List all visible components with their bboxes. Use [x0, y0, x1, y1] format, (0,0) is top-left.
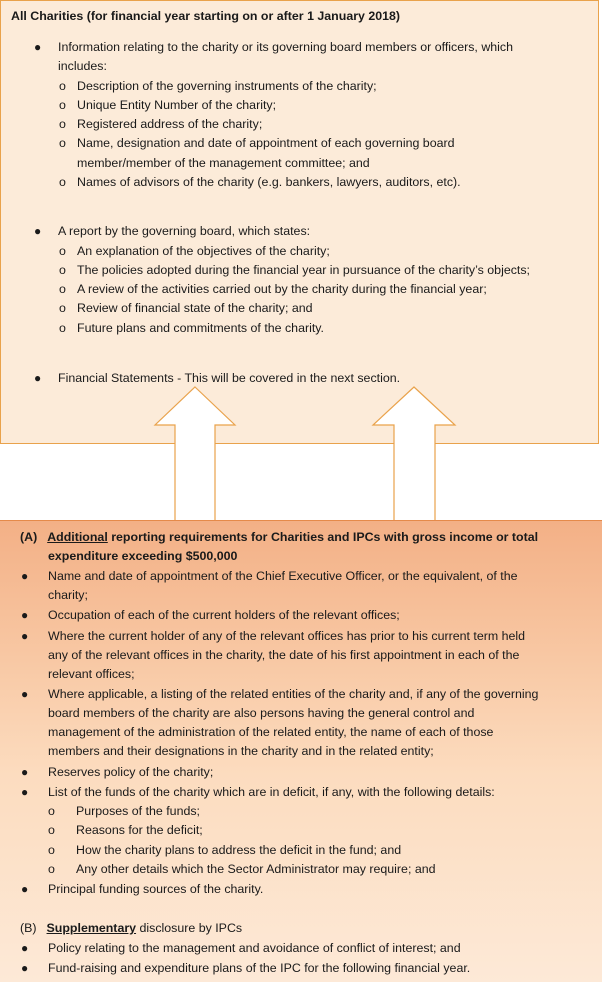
bullet-icon: ●: [21, 569, 29, 583]
bullet-icon: ●: [34, 224, 42, 238]
section-b-heading: (B) Supplementary disclosure by IPCs: [20, 921, 243, 935]
section-a-heading: (A) Additional reporting requirements for Charities and IPCs with gross income or total: [20, 530, 539, 544]
bullet-icon: ●: [21, 882, 29, 896]
section-a-heading-cont: expenditure exceeding $500,000: [48, 549, 238, 563]
circle-bullet-icon: o: [59, 244, 66, 258]
circle-bullet-icon: o: [48, 862, 55, 876]
circle-bullet-icon: o: [59, 136, 66, 150]
circle-bullet-icon: o: [59, 175, 66, 189]
bullet-icon: ●: [21, 765, 29, 779]
circle-bullet-icon: o: [59, 98, 66, 112]
circle-bullet-icon: o: [48, 823, 55, 837]
bullet-icon: ●: [21, 941, 29, 955]
up-arrow-right-icon: [373, 387, 455, 540]
circle-bullet-icon: o: [48, 804, 55, 818]
all-charities-box: All Charities (for financial year starting on or after 1 January 2018) ● Information relating to the charity or its governing board members or officers, which includes: o Description of the governing instruments of the charity; o Unique Entity Number of the charity; o Registered address of the charity; o Name, designation and date of appointment of each governing board member/member of the management committee; and o Names of advisors of the charity (e.g. bankers, lawyers, auditors, etc). ● A report by the governing board, which states: o An explanation of the objectives of the charity; o The policies adopted during the financial year in pursuance of the charity’s objects; o A review of the activities carried out by the charity during the financial year; o Review of financial state of the charity; and o Future plans and commitments of the charity. ● Financial Statements - This will be covered in the next section.: [0, 0, 599, 444]
circle-bullet-icon: o: [59, 79, 66, 93]
bullet-icon: ●: [21, 785, 29, 799]
circle-bullet-icon: o: [59, 282, 66, 296]
circle-bullet-icon: o: [48, 843, 55, 857]
up-arrows: [0, 380, 602, 540]
bullet-icon: ●: [21, 687, 29, 701]
bullet-icon: ●: [21, 608, 29, 622]
bullet-icon: ●: [34, 40, 42, 54]
bullet-icon: ●: [21, 629, 29, 643]
circle-bullet-icon: o: [59, 301, 66, 315]
circle-bullet-icon: o: [59, 321, 66, 335]
circle-bullet-icon: o: [59, 263, 66, 277]
additional-requirements-box: (A) Additional reporting requirements for Charities and IPCs with gross income or total expenditure exceeding $500,000 ● Name and date of appointment of the Chief Executive Officer, or the equivalent, of the charity; ● Occupation of each of the current holders of the relevant offices; ● Where the current holder of any of the relevant offices has prior to his current term held any of the relevant offices in the charity, the date of his first appointment in each of the relevant offices; ● Where applicable, a listing of the related entities of the charity and, if any of the governing board members of the charity are also persons having the general control and management of the administration of the related entity, the name of each of those members and their designations in the charity and in the related entity; ● Reserves policy of the charity; ● List of the funds of the charity which are in deficit, if any, with the following details: o Purposes of the funds; o Reasons for the deficit; o How the charity plans to address the deficit in the fund; and o Any other details which the Sector Administrator may require; and ● Principal funding sources of the charity. (B) Supplementary disclosure by IPCs ● Policy relating to the management and avoidance of conflict of interest; and ● Fund-raising and expenditure plans of the IPC for the following financial year.: [0, 520, 602, 982]
up-arrow-left-icon: [155, 387, 235, 540]
bullet-icon: ●: [21, 961, 29, 975]
bullet-icon: ●: [34, 371, 42, 385]
circle-bullet-icon: o: [59, 117, 66, 131]
all-charities-title: All Charities (for financial year starting on or after 1 January 2018): [11, 9, 401, 23]
